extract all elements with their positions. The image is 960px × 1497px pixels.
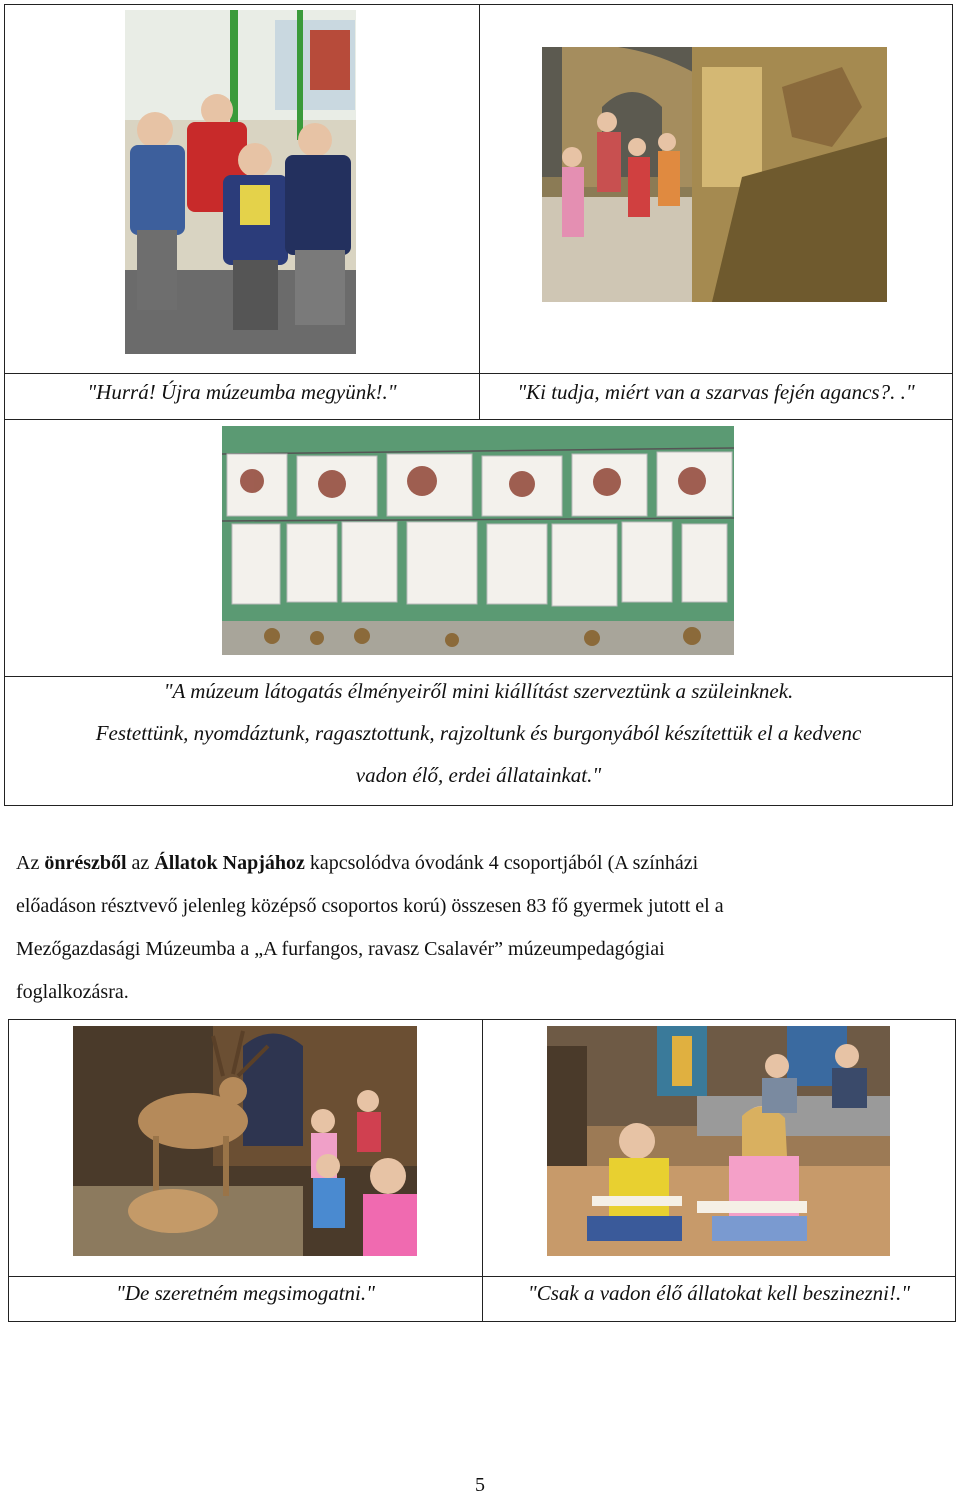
paragraph-line-3: Mezőgazdasági Múzeumba a „A furfangos, ravasz Csalavér” múzeumpedagógiai xyxy=(16,938,665,960)
exhibition-caption-line-1: "A múzeum látogatás élményeiről mini kiállítást szerveztünk a szüleinknek. xyxy=(163,679,794,703)
caption-beszinezni: "Csak a vadon élő állatokat kell beszinezni!." xyxy=(527,1281,911,1305)
caption-szarvas-agancs: "Ki tudja, miért van a szarvas fején agancs?. ." xyxy=(517,380,915,404)
caption-hurra: "Hurrá! Újra múzeumba megyünk!." xyxy=(87,380,397,404)
photo-children-at-deer-diorama xyxy=(542,47,887,302)
caption-megsimogatni: "De szeretném megsimogatni." xyxy=(116,1281,375,1305)
body-paragraph xyxy=(16,842,946,1014)
exhibition-caption-line-2: Festettünk, nyomdáztunk, ragasztottunk, rajzoltunk és burgonyából készítettük el a kedvenc xyxy=(95,721,862,745)
page-number: 5 xyxy=(475,1474,485,1496)
photo-children-with-stuffed-deer xyxy=(73,1026,417,1256)
paragraph-line-1: Az önrészből az Állatok Napjához kapcsolódva óvodánk 4 csoportjából (A színházi xyxy=(16,852,699,874)
exhibition-caption-line-3: vadon élő, erdei állatainkat." xyxy=(355,763,602,787)
photo-children-drawings-exhibition xyxy=(222,426,734,655)
paragraph-line-2: előadáson résztvevő jelenleg középső csoportos korú) összesen 83 fő gyermek jutott el a xyxy=(16,895,724,917)
photo-children-coloring-on-floor xyxy=(547,1026,890,1256)
paragraph-line-4: foglalkozásra. xyxy=(16,981,129,1003)
bold-allatok-napjahoz: Állatok Napjához xyxy=(154,852,305,874)
bold-onreszbol: önrészből xyxy=(44,852,127,874)
photo-children-on-tram xyxy=(125,10,356,354)
